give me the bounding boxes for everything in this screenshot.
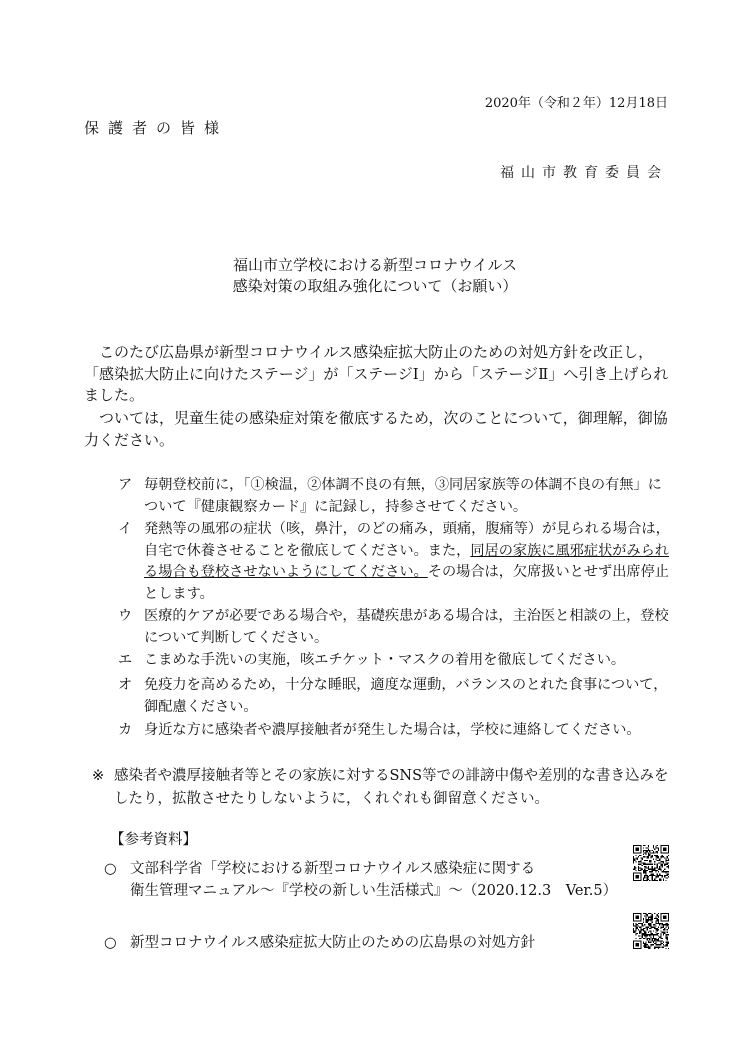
item-text: 免疫力を高めるため，十分な睡眠，適度な運動，バランスのとれた食事について，御配慮ください。	[144, 677, 668, 715]
intro-paragraph-2	[84, 408, 670, 451]
references-heading: 【参考資料】	[110, 832, 197, 848]
note-marker: ※	[92, 768, 105, 784]
document-date: 2020年（令和２年）12月18日	[484, 96, 668, 111]
reference-line-1: 新型コロナウイルス感染症拡大防止のための広島県の対処方針	[130, 935, 536, 951]
item-text: 身近な方に感染者や濃厚接触者が発生した場合は，学校に連絡してください。	[144, 722, 641, 738]
item-text: 医療的ケアが必要である場合や，基礎疾患がある場合は，主治医と相談の上，登校について判断してください。	[144, 608, 669, 646]
sender: 福山市教育委員会	[500, 165, 668, 181]
request-item-u	[118, 606, 670, 649]
intro-paragraph-1-text: このたび広島県が新型コロナウイルス感染症拡大防止のための対処方針を改正し，「感染拡大防止に向けたステージ」が「ステージⅠ」から「ステージⅡ」へ引き上げられました。	[84, 343, 669, 404]
item-text: その場合は，欠席扱いとせず出席停止とします。	[144, 564, 669, 602]
item-marker: カ	[118, 722, 133, 738]
item-text: 毎朝登校前に，「①検温，②体調不良の有無，③同居家族等の体調不良の有無」について『健康観察カード』に記録し，持参させてください。	[144, 477, 662, 515]
document-title-line-2: 感染対策の取組み強化について（お願い）	[232, 277, 518, 295]
item-marker: エ	[118, 652, 133, 668]
request-item-e	[118, 650, 670, 672]
caution-note	[92, 765, 670, 811]
reference-item-2	[104, 932, 535, 954]
request-item-i	[118, 519, 670, 605]
item-marker: ウ	[118, 608, 133, 624]
item-marker: イ	[118, 521, 133, 537]
reference-item-1	[104, 858, 617, 902]
reference-marker: ○	[104, 935, 117, 951]
intro-paragraph-2-text: ついては，児童生徒の感染症対策を徹底するため，次のことについて，御理解，御協力ください。	[84, 409, 668, 449]
reference-line-2: 衛生管理マニュアル～『学校の新しい生活様式』～（2020.12.3 Ver.5）	[130, 883, 618, 899]
request-item-a	[118, 475, 670, 518]
request-item-o	[118, 675, 670, 718]
qr-code-hiroshima-policy[interactable]	[633, 913, 669, 949]
item-marker: ア	[118, 477, 133, 493]
item-text: こまめな手洗いの実施，咳エチケット・マスクの着用を徹底してください。	[144, 652, 626, 668]
reference-line-1: 文部科学省「学校における新型コロナウイルス感染症に関する	[130, 861, 536, 877]
qr-code-mext-manual[interactable]	[633, 845, 669, 881]
item-marker: オ	[118, 677, 133, 693]
reference-marker: ○	[104, 861, 117, 877]
recipient: 保護者の皆様	[84, 119, 229, 137]
item-text-underlined: 同居の家族に風邪症状がみられる場合も登校させないようにしてください。	[144, 542, 669, 580]
request-item-ka	[118, 720, 670, 742]
document-title-line-1: 福山市立学校における新型コロナウイルス	[232, 256, 518, 274]
note-text: 感染者や濃厚接触者等とその家族に対するSNS等での誹謗中傷や差別的な書き込みをしたり，拡散させたりしないように，くれぐれも御留意ください。	[114, 768, 669, 807]
item-text: 発熱等の風邪の症状（咳，鼻汁，のどの痛み，頭痛，腹痛等）が見られる場合は，自宅で休養させることを徹底してください。また，	[144, 521, 670, 559]
intro-paragraph-1	[84, 342, 670, 407]
